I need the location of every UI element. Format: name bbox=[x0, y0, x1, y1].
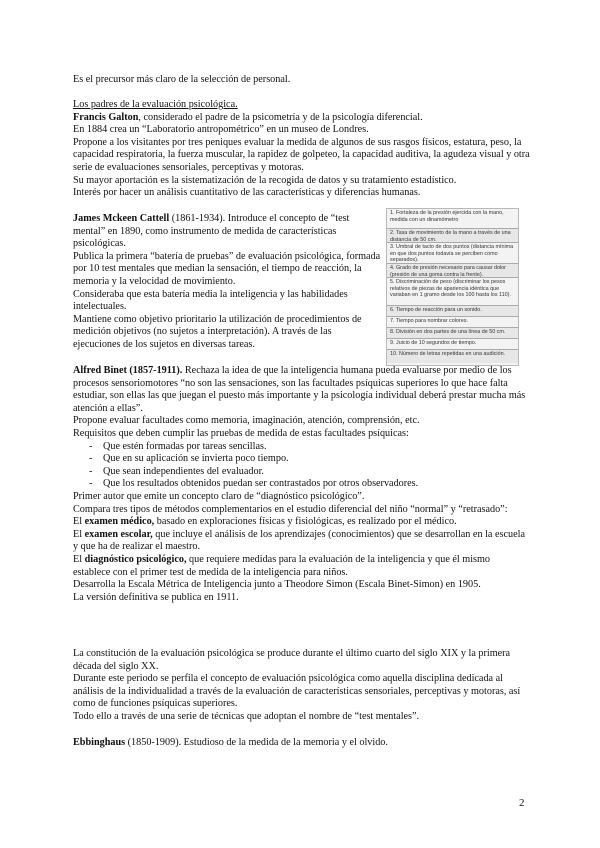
table-row: 2. Tasa de movimiento de la mano a través de una distancia de 50 cm. bbox=[387, 229, 518, 243]
cattell-paragraph: Mantiene como objetivo prioritario la utilización de procedimientos de medición objetivos (no sujetos a interpretación). A través de las ejecuciones de los sujetos en diversas tareas. bbox=[73, 313, 362, 350]
binet-intro bbox=[73, 365, 528, 415]
galton-section bbox=[73, 99, 531, 200]
method-label: diagnóstico psicológico, bbox=[84, 553, 187, 565]
table-row: 4. Grado de presión necesario para causar dolor (presión de una goma contra la frente). bbox=[387, 264, 518, 278]
requirements-list bbox=[73, 441, 528, 491]
table-row: 9. Juicio de 10 segundos de tiempo. bbox=[387, 339, 518, 350]
method-school: El examen escolar, que incluye el análisis de los aprendizajes (conocimientos) que se desarrollan en la escuela y que ha de realizar el maestro. bbox=[73, 528, 525, 553]
constitution-paragraph: Todo ello a través de una serie de técnicas que adoptan el nombre de “test mentales”. bbox=[73, 710, 420, 722]
method-diagnostic: El diagnóstico psicológico, que requiere medidas para la evaluación de la inteligencia y que él mismo establece con el primer test de medida de la inteligencia para niños. bbox=[73, 553, 491, 578]
cattell-section bbox=[73, 213, 381, 352]
binet-paragraph: Desarrolla la Escala Métrica de Inteligencia junto a Theodore Simon (Escala Binet-Simon) en 1905. bbox=[73, 579, 481, 591]
table-row: 7. Tiempo para nombrar colores. bbox=[387, 317, 518, 328]
cattell-name-rest: (1861-1934). Introduce el concepto de “test mental” en 1890, como instrumento de medida de características psicológicas. bbox=[73, 213, 350, 250]
galton-name: Francis Galton bbox=[73, 111, 139, 123]
binet-paragraph: Requisitos que deben cumplir las pruebas de medida de estas facultades psíquicas: bbox=[73, 427, 409, 439]
table-row: 3. Umbral de tacto de dos puntos (distancia mínima en que dos puntos todavía se perciben como separados). bbox=[387, 243, 518, 264]
galton-paragraph: Propone a los visitantes por tres peniques evaluar la medida de algunos de sus rasgos físicos, estatura, peso, la capacidad respiratoria, la fuerza muscular, la rapidez de golpeteo, la capacidad auditiva, la agudeza visual y otra serie de evaluaciones sensoriales, perceptivas y motoras. bbox=[73, 136, 530, 173]
constitution-paragraph: La constitución de la evaluación psicológica se produce durante el último cuarto del siglo XIX y la primera década del siglo XX. bbox=[73, 648, 511, 672]
page-number: 2 bbox=[519, 797, 525, 809]
cattell-name: James Mckeen Cattell bbox=[73, 213, 170, 224]
ebbinghaus-line: Ebbinghaus (1850-1909). Estudioso de la medida de la memoria y el olvido. bbox=[73, 737, 388, 748]
ebbinghaus-name: Ebbinghaus bbox=[73, 737, 126, 748]
binet-name: Alfred Binet (1857-1911). bbox=[73, 365, 183, 376]
binet-name-rest: Rechaza la idea de que la inteligencia humana pueda evaluarse por medio de los procesos sensoriomotores “no son las sensaciones, son las facultades psíquicas superiores lo que hace falta estudiar, son ellas las que juegan el puesto más importante y la psicología individual deberá prestar mucha más atención a ellas”. bbox=[73, 365, 526, 414]
method-label: examen médico, bbox=[84, 516, 155, 528]
list-item: - Que sean independientes del evaluador. bbox=[73, 466, 528, 479]
binet-paragraph: Compara tres tipos de métodos complementarios en el estudio diferencial del niño “normal” y “retrasado”: bbox=[73, 503, 508, 515]
cattell-paragraph: Publica la primera “batería de pruebas” de evaluación psicológica, formada por 10 test mentales que median la sensación, el tiempo de reacción, la memoria y la velocidad de movimiento. bbox=[73, 250, 381, 287]
galton-name-rest: , considerado el padre de la psicometría y de la psicología diferencial. bbox=[138, 111, 423, 123]
table-row: 6. Tiempo de reacción para un sonido. bbox=[387, 306, 518, 317]
binet-paragraph: Primer autor que emite un concepto claro de “diagnóstico psicológico”. bbox=[73, 490, 365, 502]
section-heading: Los padres de la evaluación psicológica. bbox=[73, 99, 238, 110]
galton-paragraph: Su mayor aportación es la sistematización de la recogida de datos y su tratamiento estadístico. bbox=[73, 174, 457, 186]
list-item: - Que los resultados obtenidos puedan ser contrastados por otros observadores. bbox=[73, 478, 528, 491]
cattell-paragraph: Consideraba que esta batería media la inteligencia y las habilidades intelectuales. bbox=[73, 288, 348, 313]
cattell-battery-table bbox=[386, 208, 519, 366]
galton-paragraph: En 1884 crea un “Laboratorio antropométrico” en un museo de Londres. bbox=[73, 124, 369, 136]
list-item: - Que en su aplicación se invierta poco tiempo. bbox=[73, 453, 528, 466]
list-item: - Que estén formadas por tareas sencillas. bbox=[73, 441, 528, 454]
cattell-intro bbox=[73, 213, 381, 251]
constitution-paragraph: Durante este periodo se perfila el concepto de evaluación psicológica como aquella disciplina dedicada al análisis de la individualidad a través de la evaluación de características sensoriales, perceptivas y motoras, así como de funciones psíquicas superiores. bbox=[73, 673, 521, 710]
intro-line: Es el precursor más claro de la selección de personal. bbox=[73, 74, 291, 85]
binet-section bbox=[73, 365, 528, 604]
method-medical: El examen médico, basado en exploraciones físicas y fisiológicas, es realizado por el médico. bbox=[73, 516, 457, 528]
binet-paragraph: La versión definitiva se publica en 1911. bbox=[73, 591, 239, 603]
table-row: 8. División en dos partes de una línea de 50 cm. bbox=[387, 328, 518, 339]
table-row: 10. Número de letras repetidas en una audición. bbox=[387, 350, 518, 363]
method-label: examen escolar, bbox=[84, 528, 153, 540]
galton-intro bbox=[73, 112, 531, 125]
binet-paragraph: Propone evaluar facultades como memoria, imaginación, atención, comprensión, etc. bbox=[73, 415, 420, 427]
constitution-section bbox=[73, 648, 528, 724]
table-row: 1. Fortaleza de la presión ejercida con la mano, medida con un dinamómetro bbox=[387, 209, 518, 229]
table-row: 5. Discriminación de peso (discriminar los pesos relativos de piezas de apariencia idéntica que variaban en 1 gramo desde los 100 hasta los 110). bbox=[387, 278, 518, 306]
galton-paragraph: Interés por hacer un análisis cuantitativo de las características y diferencias humanas. bbox=[73, 187, 421, 199]
